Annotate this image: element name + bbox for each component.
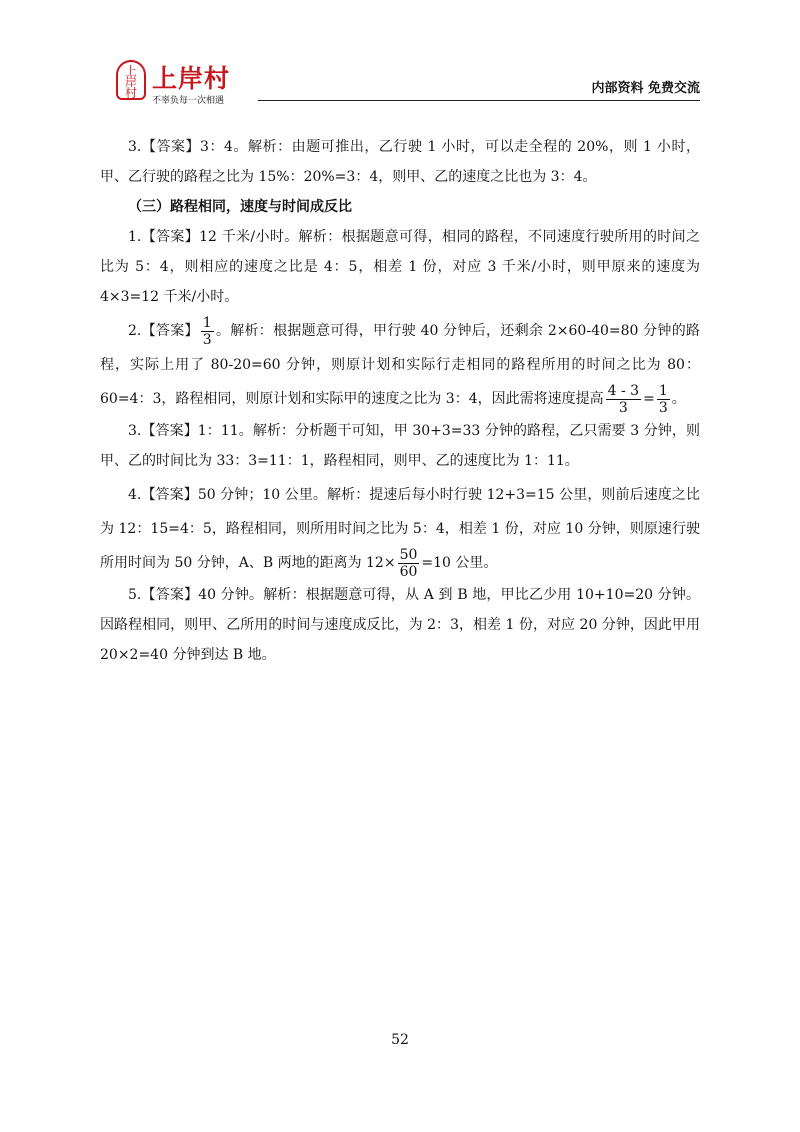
answer-2-body: 。解析：根据题意可得，甲行驶 40 分钟后，还剩余 2×60-40=80 分钟的路程，实际上用了 80-20=60 分钟，则原计划和实际行走相同的路程所用的时间之比为 80：60=4：3，路程相同，则原计划和实际甲的速度之比为 3：4，因此需将速度提高 xyxy=(100,323,700,407)
fraction-denominator: 60 xyxy=(399,563,418,580)
fraction-numerator: 4 - 3 xyxy=(607,382,640,399)
seal-char-top: 上 xyxy=(124,64,137,78)
brand-seal-logo xyxy=(116,60,146,100)
document-body xyxy=(100,132,700,670)
paragraph-answer-3b: 3.【答案】1：11。解析：分析题干可知，甲 30+3=33 分钟的路程，乙只需要 3 分钟，则甲、乙的时间比为 33：3=11：1，路程相同，则甲、乙的速度比为 1：11。 xyxy=(100,423,700,469)
fraction-four-minus-three-over-three xyxy=(606,383,641,416)
fraction-numerator: 1 xyxy=(202,314,212,331)
brand-name: 上岸村 xyxy=(152,64,231,93)
fraction-denominator: 3 xyxy=(658,399,668,416)
fraction-denominator: 3 xyxy=(618,399,628,416)
fraction-numerator: 1 xyxy=(658,382,668,399)
paragraph-answer-3: 3.【答案】3：4。解析：由题可推出，乙行驶 1 小时，可以走全程的 20%，则 1 小时，甲、乙行驶的路程之比为 15%：20%=3：4，则甲、乙的速度之比也为 3：4。 xyxy=(100,139,700,185)
paragraph-answer-1: 1.【答案】12 千米/小时。解析：根据题意可得，相同的路程，不同速度行驶所用的时间之比为 5：4，则相应的速度之比是 4：5，相差 1 份，对应 3 千米/小时，则甲原来的速度为 4×3=12 千米/小时。 xyxy=(100,229,700,305)
header-note: 内部资料 免费交流 xyxy=(591,81,700,96)
header-divider xyxy=(258,100,700,101)
fraction-one-third-result xyxy=(657,383,670,416)
page-number: 52 xyxy=(391,1032,409,1048)
fraction-fifty-over-sixty xyxy=(398,547,420,580)
page-header xyxy=(0,0,800,120)
answer-4-end: =10 公里。 xyxy=(421,555,498,571)
section-heading: （三）路程相同，速度与时间成反比 xyxy=(128,199,352,215)
fraction-one-third xyxy=(201,315,214,348)
fraction-denominator: 3 xyxy=(202,331,212,348)
answer-2-end: 。 xyxy=(671,391,686,407)
equals-sign: = xyxy=(643,391,655,407)
paragraph-answer-2 xyxy=(100,314,700,416)
answer-2-lead: 2.【答案】 xyxy=(128,323,199,339)
seal-char-mid: 岸 xyxy=(124,75,137,89)
fraction-numerator: 50 xyxy=(399,546,418,563)
answer-4-body: 4.【答案】50 分钟；10 公里。解析：提速后每小时行驶 12+3=15 公里，则前后速度之比为 12：15=4：5，路程相同，则所用时间之比为 5：4，相差 1 份，对应 10 分钟，则原速行驶所用时间为 50 分钟，A、B 两地的距离为 12× xyxy=(100,487,700,571)
paragraph-answer-4 xyxy=(100,478,700,580)
paragraph-answer-5: 5.【答案】40 分钟。解析：根据题意可得，从 A 到 B 地，甲比乙少用 10+10=20 分钟。因路程相同，则甲、乙所用的时间与速度成反比，为 2：3，相差 1 份，对应 20 分钟，因此甲用 20×2=40 分钟到达 B 地。 xyxy=(100,587,700,663)
seal-char-bottom: 村 xyxy=(124,86,137,100)
brand-slogan: 不辜负每一次相遇 xyxy=(152,96,225,106)
